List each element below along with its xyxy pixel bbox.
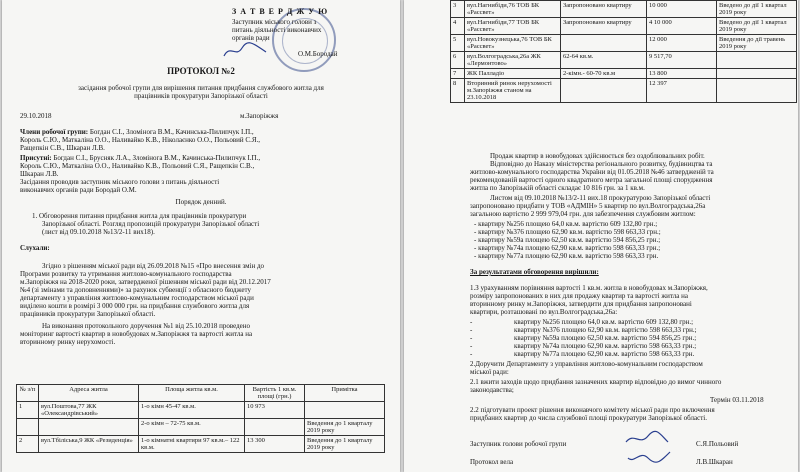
table-cell: 5 <box>451 35 465 52</box>
signature-mark-2 <box>626 448 672 466</box>
para-line-3: житлово-комунального господарства України від 01.05.2018 №46 затвердженій та <box>470 168 714 176</box>
approval-line-3: органів ради <box>232 34 270 42</box>
table-header-cell: Адреса житла <box>39 385 139 402</box>
signature-mark-1 <box>624 430 670 448</box>
table-cell: вул.Поштова,77 ЖК «Олександрівський» <box>39 402 139 419</box>
deadline: Термін 03.11.2018 <box>710 396 764 404</box>
approval-signature-mark <box>222 42 268 60</box>
heard-line-1: Згідно з рішенням міської ради від 26.09.2018 №15 «Про внесення змін до <box>42 262 265 270</box>
agenda-line-1: 1. Обговорення питання придбання житла для працівників прокуратури <box>32 212 247 220</box>
heard-line-8: На виконання протокольного доручення №1 від 25.10.2018 проведено <box>42 322 251 330</box>
approval-line-2: питань діяльності виконавчих <box>232 26 322 34</box>
table-cell: 13 800 <box>647 69 717 79</box>
table-cell <box>717 69 797 79</box>
table-cell <box>17 419 39 436</box>
para-line-5: житла по Запорізькій області складає 10 816 грн. за 1 кв.м. <box>470 184 645 192</box>
table-row <box>451 52 797 69</box>
results-line-1: 1.З урахуванням порівняння вартості 1 кв.м. житла в новобудовах м.Запоріжжя, <box>470 284 708 292</box>
table-cell: вул.Тбіліська,9 ЖК «Резиденція» <box>39 436 139 453</box>
table-cell: Вторинний ринок нерухомості м.Запоріжжя станом на 23.10.2018 <box>465 79 561 103</box>
table-cell: 4 10 000 <box>647 18 717 35</box>
table-cell: 1-о кімнатні квартири 97 кв.м.– 122 кв.м. <box>139 436 245 453</box>
approval-signature: О.М.Бородай <box>298 50 338 58</box>
table-cell: 10 973 <box>245 402 305 419</box>
table-cell: 1 <box>17 402 39 419</box>
approved-apartment: квартиру №77а площею 62,90 кв.м. вартістю 598 663,33 грн. <box>514 350 695 358</box>
present-line-3: Шкаран Л.В. <box>20 170 59 178</box>
table-cell: Запропоновано квартиру <box>561 18 647 35</box>
heard-line-2: Програми розвитку та утримання житлово-комунального господарства <box>20 270 232 278</box>
present-line-2: Король С.Ю., Маткаліна О.О., Наливайко К.В., Польовий С.Я., Ращепкін С.В., <box>20 162 255 170</box>
table-cell <box>561 35 647 52</box>
results2-line-2: міської ради: <box>470 368 509 376</box>
heard-line-7: працівників прокуратури Запорізької області. <box>20 310 156 318</box>
table-cell: 6 <box>451 52 465 69</box>
table-cell: 7 <box>451 69 465 79</box>
apartment-item: - квартиру №59а площею 62,50 кв.м. вартістю 594 856,25 грн.; <box>474 236 661 244</box>
table-row <box>17 419 385 436</box>
protocol-page-2: 3 вул.Нагнибіди,76 ТОВ БК «Рассвет» Запропоновано квартиру 10 000 Введено до дії 1 квартал 2019 року 4 вул.Нагнибіди,77 ТОВ БК «Рассвет» Запропоновано квартиру 4 10 000 Введено до дії 1 квартал 2019 року 5 вул.Новокузнецька,76 ТОВ БК «Рассвет» 12 000 Введення до дії травень 2019 року 6 вул.Волгоградська,26а ЖК «Лермонтово» 62-64 кв.м. 9 517,70 7 ЖК Палладіо 2-кімн.- 60-70 кв.м 13 800 8 Вторинний ринок нерухомості м.Запоріжжя станом на 23.10.2018 12 397 Продаж квартир в новобудовах здійснюється без оздоблювальних робіт. Відповідно до Наказу міністерства регіонального розвитку, будівництва та житлово-комунального господарства України від 01.05.2018 №46 затвердженій та рекомендованій вартості одного квадратного метра загальної площі спорудження житла по Запорізькій області складає 10 816 грн. за 1 кв.м. Листом від 09.10.2018 №13/2-11 вих.18 прокуратурою Запорізької області запропоновано придбати у ТОВ «АДМІН» 5 квартир по вул.Волгоградська,26а загальною вартістю 2 999 979,04 грн. для забезпечення службовим житлом: - квартиру №256 площею 64,0 кв.м. вартістю 609 132,80 грн.; - квартиру №376 площею 62,90 кв.м. вартістю 598 663,33 грн.; - квартиру №59а площею 62,50 кв.м. вартістю 594 856,25 грн.; - квартиру №74а площею 62,90 кв.м. вартістю 598 663,33 грн.; - квартиру №77а площею 62,90 кв.м. вартістю 598 663,33 грн. За результатами обговорення вирішили: 1.З урахуванням порівняння вартості 1 кв.м. житла в новобудовах м.Запоріжжя, розміру запропонованих в них для продажу квартир та вартості житла на вторинному ринку м.Запоріжжя, затвердити для придбання запропоновані квартири, розташовані по вул.Волгоградська,26а: - квартиру №256 площею 64,0 кв.м. вартістю 609 132,80 грн.; - квартиру №376 площею 62,90 кв.м. вартістю 598 663,33 грн.; - квартиру №59а площею 62,50 кв.м. вартістю 594 856,25 грн.; - квартиру №74а площею 62,90 кв.м. вартістю 598 663,33 грн.; - квартиру №77а площею 62,90 кв.м. вартістю 598 663,33 грн. 2.Доручити Департаменту з управління житлово-комунальним господарством міської ради: 2.1 вжити заходів щодо придбання зазначених квартир відповідно до вимог чинного законодавства; Термін 03.11.2018 2.2 підготувати проект рішення виконавчого комітету міської ради про включення придбаних квартир до числа службової площі прокуратури Запорізької області. Заступник голови робочої групи С.Я.Польовий Протокол вела Л.В.Шкаран <box>404 0 798 472</box>
agenda-line-2: Запорізької області. Розгляд пропозицій прокуратури Запорізької області <box>42 220 260 228</box>
table-row <box>451 79 797 103</box>
table-cell: 13 300 <box>245 436 305 453</box>
table-cell: 2-кімн.- 60-70 кв.м <box>561 69 647 79</box>
approval-line-1: Заступник міського голови з <box>232 18 317 26</box>
results2-line-3: 2.1 вжити заходів щодо придбання зазначених квартир відповідно до вимог чинного <box>470 378 722 386</box>
protocol-subtitle-2: працівників прокуратури Запорізької області <box>134 92 268 100</box>
table-row <box>451 35 797 52</box>
table-cell: вул.Новокузнецька,76 ТОВ БК «Рассвет» <box>465 35 561 52</box>
table-cell: вул.Нагнибіди,77 ТОВ БК «Рассвет» <box>465 18 561 35</box>
heard-line-10: вторинному ринку нерухомості. <box>20 338 116 346</box>
para-line-1: Продаж квартир в новобудовах здійснюється без оздоблювальних робіт. <box>490 152 705 160</box>
apartment-item: - квартиру №74а площею 62,90 кв.м. вартістю 598 663,33 грн.; <box>474 244 661 252</box>
approved-apartment: квартиру №256 площею 64,0 кв.м. вартістю 609 132,80 грн.; <box>514 318 694 326</box>
members-line-1: Члени робочої групи: Богдан С.І., Зломінога В.М., Качинська-Пилипчук І.П., <box>20 128 254 136</box>
table-header-cell: Примітка <box>305 385 385 402</box>
results-line-4: квартири, розташовані по вул.Волгоградська,26а: <box>470 308 618 316</box>
signer-name-1: С.Я.Польовий <box>696 440 739 448</box>
table-cell: вул.Волгоградська,26а ЖК «Лермонтово» <box>465 52 561 69</box>
heard-line-3: м.Запоріжжя на 2018-2020 роки, затвердженої рішенням міської ради від 20.12.2017 <box>20 278 271 286</box>
table-cell: 4 <box>451 18 465 35</box>
table-cell <box>305 402 385 419</box>
prices-table-part-1 <box>16 384 385 453</box>
results2-line-4: законодавства; <box>470 386 514 394</box>
table-cell <box>561 79 647 103</box>
table-cell: Введення до 1 кварталу 2019 року <box>305 419 385 436</box>
heard-line-6: виділено кошти в розмірі 3 000 000 грн. на придбання службового житла для <box>20 302 250 310</box>
approved-apartment: квартиру №74а площею 62,90 кв.м. вартістю 598 663,33 грн.; <box>514 342 697 350</box>
present-line-4: Засідання проводив заступник міського голови з питань діяльності <box>20 178 220 186</box>
para-line-2: Відповідно до Наказу міністерства регіонального розвитку, будівництва та <box>490 160 713 168</box>
table-cell: 2-о кімн – 72-75 кв.м. <box>139 419 245 436</box>
results2-line-1: 2.Доручити Департаменту з управління житлово-комунальним господарством <box>470 360 703 368</box>
apartment-item: - квартиру №256 площею 64,0 кв.м. вартістю 609 132,80 грн.; <box>474 220 658 228</box>
table-row <box>451 1 797 18</box>
present-line-5: виконавчих органів ради Бородай О.М. <box>20 186 137 194</box>
table-cell: вул.Нагнибіди,76 ТОВ БК «Рассвет» <box>465 1 561 18</box>
results3-line-1: 2.2 підготувати проект рішення виконавчого комітету міської ради про включення <box>470 406 715 414</box>
table-header-cell: Вартість 1 кв.м. площі (грн.) <box>245 385 305 402</box>
agenda-line-3: (лист від 09.10.2018 №13/2-11 вих18). <box>42 228 155 236</box>
heard-line-5: департаменту з управління житлово-комунальним господарством міської ради <box>20 294 254 302</box>
table-cell: Запропоновано квартиру <box>561 1 647 18</box>
apartment-item: - квартиру №77а площею 62,90 кв.м. вартістю 598 663,33 грн. <box>474 252 659 260</box>
table-cell: 10 000 <box>647 1 717 18</box>
table-cell: 1-о кімн 45-47 кв.м. <box>139 402 245 419</box>
table-cell: 8 <box>451 79 465 103</box>
signer-role-1: Заступник голови робочої групи <box>470 440 567 448</box>
approved-apartment: квартиру №376 площею 62,90 кв.м. вартістю 598 663,33 грн.; <box>514 326 697 334</box>
protocol-subtitle-1: засідання робочої групи для вирішення питання придбання службового житла для <box>78 84 324 92</box>
para-line-7: запропоновано придбати у ТОВ «АДМІН» 5 квартир по вул.Волгоградська,26а <box>470 202 706 210</box>
table-cell: 3 <box>451 1 465 18</box>
results3-line-2: придбаних квартир до числа службової площі прокуратури Запорізької області. <box>470 414 707 422</box>
table-cell: Введено до дії 1 квартал 2019 року <box>717 1 797 18</box>
table-row <box>17 436 385 453</box>
para-line-4: рекомендованій вартості одного квадратного метра загальної площі спорудження <box>470 176 713 184</box>
table-cell: 12 397 <box>647 79 717 103</box>
signer-name-2: Л.В.Шкаран <box>696 458 733 466</box>
table-row <box>451 69 797 79</box>
para-line-8: загальною вартістю 2 999 979,04 грн. для забезпечення службовим житлом: <box>470 210 696 218</box>
apartment-item: - квартиру №376 площею 62,90 кв.м. вартістю 598 663,33 грн.; <box>474 228 661 236</box>
table-cell: 9 517,70 <box>647 52 717 69</box>
present-line-1: Присутні: Богдан С.І., Брусняк Л.А., Зломінога В.М., Качинська-Пилипчук І.П., <box>20 154 261 162</box>
table-cell <box>717 52 797 69</box>
results-title: За результатами обговорення вирішили: <box>470 268 599 276</box>
table-header-cell: № з/п <box>17 385 39 402</box>
table-cell <box>717 79 797 103</box>
approved-apartment: квартиру №59а площею 62,50 кв.м. вартістю 594 856,25 грн.; <box>514 334 697 342</box>
members-line-3: Ращепкін С.В., Шкаран Л.В. <box>20 144 105 152</box>
table-cell <box>245 419 305 436</box>
results-line-3: вторинному ринку м.Запоріжжя, затвердити для придбання запропоновані <box>470 300 692 308</box>
para-line-6: Листом від 09.10.2018 №13/2-11 вих.18 прокуратурою Запорізької області <box>490 194 711 202</box>
agenda-title: Порядок денний. <box>175 198 227 206</box>
table-row <box>451 18 797 35</box>
table-header-cell: Площа житла кв.м. <box>139 385 245 402</box>
table-row <box>17 402 385 419</box>
table-cell: 62-64 кв.м. <box>561 52 647 69</box>
heard-line-9: моніторинг вартості квартир в новобудовах м.Запоріжжя та вартості житла на <box>20 330 253 338</box>
members-line-2: Король С.Ю., Маткаліна О.О., Наливайко К.В., Ніколаєнко О.О., Польовий С.Я., <box>20 136 261 144</box>
results-line-2: розміру запропонованих в них для продажу квартир та вартості житла на <box>470 292 688 300</box>
protocol-title: ПРОТОКОЛ №2 <box>167 66 235 76</box>
approval-title: З А Т В Е Р Д Ж У Ю <box>232 7 329 16</box>
table-cell: Введено до дії 1 квартал 2019 року <box>717 18 797 35</box>
table-header-row <box>17 385 385 402</box>
protocol-page-1 <box>2 0 400 472</box>
protocol-date: 29.10.2018 <box>20 112 52 120</box>
table-cell: 2 <box>17 436 39 453</box>
heard-line-4: №4 (зі змінами та доповненнями)» за рахунок субвенції з обласного бюджету <box>20 286 251 294</box>
table-cell: ЖК Палладіо <box>465 69 561 79</box>
table-cell <box>39 419 139 436</box>
table-cell: Введення до дії травень 2019 року <box>717 35 797 52</box>
signer-role-2: Протокол вела <box>470 458 514 466</box>
table-cell: Введення до 1 кварталу 2019 року <box>305 436 385 453</box>
table-cell: 12 000 <box>647 35 717 52</box>
heard-title: Слухали: <box>20 244 50 252</box>
prices-table-part-2 <box>450 0 797 103</box>
protocol-city: м.Запоріжжя <box>240 112 279 120</box>
